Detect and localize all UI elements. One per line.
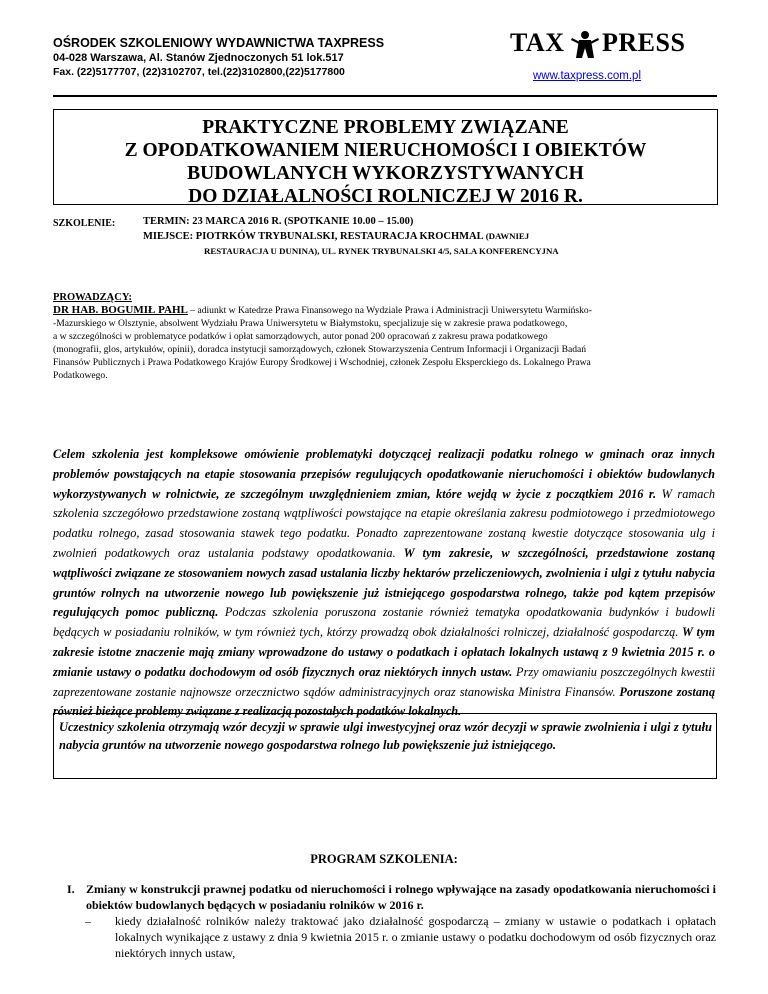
training-term: TERMIN: 23 MARCA 2016 R. (SPOTKANIE 10.00 – 15.00) [143,216,414,227]
lecturer-bio-line-2: -Mazurskiego w Olsztynie, absolwent Wydziału Prawa Uniwersytetu w Białymstoku, specjalizuje się w zakresie prawa podatkowego, [53,318,568,329]
training-label: SZKOLENIE: [53,218,116,229]
document-title [54,116,717,208]
program-subitem-1 [85,913,716,961]
intro-paragraph [53,445,715,722]
training-place-line1 [143,229,559,244]
header-contact [53,36,384,79]
lecturer-bio-l1: – adiunkt w Katedrze Prawa Finansowego na Wydziale Prawa i Administracji Uniwersytetu Warmińsko- [187,305,592,316]
intro-text-4: Podczas szkolenia poruszona zostanie również tematyka opodatkowania budynków i budowli będących w posiadaniu rolników, w tym również tych, którzy prowadzą obok działalności rolniczej, działalność gospodarczą. [53,605,716,640]
lecturer-name: DR HAB. BOGUMIŁ PAHL [53,304,188,316]
org-name: OŚRODEK SZKOLENIOWY WYDAWNICTWA TAXPRESS [53,36,385,50]
lecturer-bio-line-1 [53,304,715,317]
title-box [53,109,718,205]
logo-figure-icon [568,28,602,62]
org-phones: Fax. (22)5177707, (22)3102707, tel.(22)3102800,(22)5177800 [53,66,345,78]
taxpress-logo [510,28,690,64]
training-place-line2 [143,244,559,259]
header-divider [53,95,717,97]
training-place-c: RESTAURACJA U DUNINA) [204,246,318,256]
org-address: 04-028 Warszawa, Al. Stanów Zjednoczonych 51 lok.517 [53,52,344,64]
training-place-b: (DAWNIEJ [485,231,530,241]
program-title: PROGRAM SZKOLENIA: [310,852,458,866]
intro-bold-7: Poruszone zostaną również bieżące problemy związane z realizacją pozostałych podatków lokalnych. [53,684,715,719]
subitem-dash: – [85,914,91,928]
training-details [143,215,559,259]
lecturer-label: PROWADZĄCY: [53,292,132,303]
program-item-1-number: I. [67,882,75,896]
logo-text-tax: TAX [510,28,565,57]
lecturer-bio [53,304,715,382]
website-link[interactable]: www.taxpress.com.pl [533,70,642,82]
program-item-1 [67,881,716,913]
title-line-2: Z OPODATKOWANIEM NIERUCHOMOŚCI I OBIEKTÓW [124,140,647,161]
materials-note: Uczestnicy szkolenia otrzymają wzór decyzji w sprawie ulgi inwestycyjnej oraz wzór decyzji w sprawie zwolnienia i ulgi z tytułu nabycia gruntów na utworzenie nowego gospodarstwa rolnego lub powiększenie już istniejącego. [53,713,717,779]
lecturer-bio-line-4: (monografii, glos, artykułów, opinii), doradca instytucji samorządowych, członek Stowarzyszenia Centrum Informacji i Organizacji Badań [53,344,587,355]
lecturer-bio-line-5: Finansów Publicznych i Prawa Podatkowego Krajów Europy Środkowej i Wschodniej, członek Zespołu Eksperckiego ds. Lokalnego Prawa [53,357,591,368]
training-place-a: MIEJSCE: PIOTRKÓW TRYBUNALSKI, RESTAURACJA KROCHMAL [143,231,486,242]
training-place-d: , UL. RYNEK TRYBUNALSKI 4/5, SALA KONFERENCYJNA [317,246,559,256]
program-item-1-text: Zmiany w konstrukcji prawnej podatku od nieruchomości i rolnego wpływające na zasady opodatkowania nieruchomości i obiektów budowlanych będących w posiadaniu rolników w 2016 r. [86,882,716,912]
intro-bold-1: Celem szkolenia jest kompleksowe omówienie problematyki dotyczącej realizacji podatku rolnego w gminach oraz innych problemów powstających na etapie stosowania przepisów regulujących opodatkowanie nieruchomości i obiektów budowlanych wykorzystywanych w rolnictwie, ze szczególnym uwzględnieniem zmian, które wejdą w życie z początkiem 2016 r. [53,447,715,501]
intro-text-2: W ramach szkolenia szczegółowo przedstawione zostaną wątpliwości powstające na etapie określania zakresu podmiotowego i przedmiotowego podatku rolnego, zasad stosowania stawek tego podatku. Ponadto zaprezentowane zostaną kwestie dotyczące stosowania ulg i zwolnień podatkowych oraz ustalania podstawy opodatkowania. [53,486,715,560]
intro-text-6: Przy omawianiu poszczególnych kwestii zaprezentowane zostanie najnowsze orzecznictwo sądów administracyjnych oraz stanowiska Ministra Finansów. [53,664,715,699]
title-line-3: BUDOWLANYCH WYKORZYSTYWANYCH [187,163,584,184]
program-subitem-1-text: kiedy działalność rolników należy traktować jako działalność gospodarczą – zmiany w ustawie o podatkach i opłatach lokalnych wynikające z ustawy z dnia 9 kwietnia 2015 r. o zmianie ustawy o podatku dochodowym od osób fizycznych oraz niektórych innych ustaw, [115,914,716,960]
title-line-1: PRAKTYCZNE PROBLEMY ZWIĄZANE [202,117,569,138]
lecturer-bio-line-6: Podatkowego. [53,370,108,381]
lecturer-bio-line-3: a w szczególności w problematyce podatków i opłat samorządowych, autor ponad 200 opracowań z zakresu prawa podatkowego [53,331,548,342]
intro-bold-5: W tym zakresie istotne znaczenie mają zmiany wprowadzone do ustawy o podatkach i opłatach lokalnych ustawą z 9 kwietnia 2015 r. o zmianie ustawy o podatku dochodowym od osób fizycznych oraz niektórych innych ustaw. [53,625,715,679]
title-line-4: DO DZIAŁALNOŚCI ROLNICZEJ W 2016 R. [188,186,583,207]
logo-text-press: PRESS [602,28,686,57]
intro-bold-3: W tym zakresie, w szczególności, przedstawione zostaną wątpliwości związane ze stosowaniem nowych zasad ustalania liczby hektarów przeliczeniowych, zwolnienia i ulgi z tytułu nabycia gruntów rolnych na utworzenie nowego lub powiększenie już istniejącego gospodarstwa rolnego, także pod kątem przepisów regulujących pomoc publiczną. [53,545,715,620]
